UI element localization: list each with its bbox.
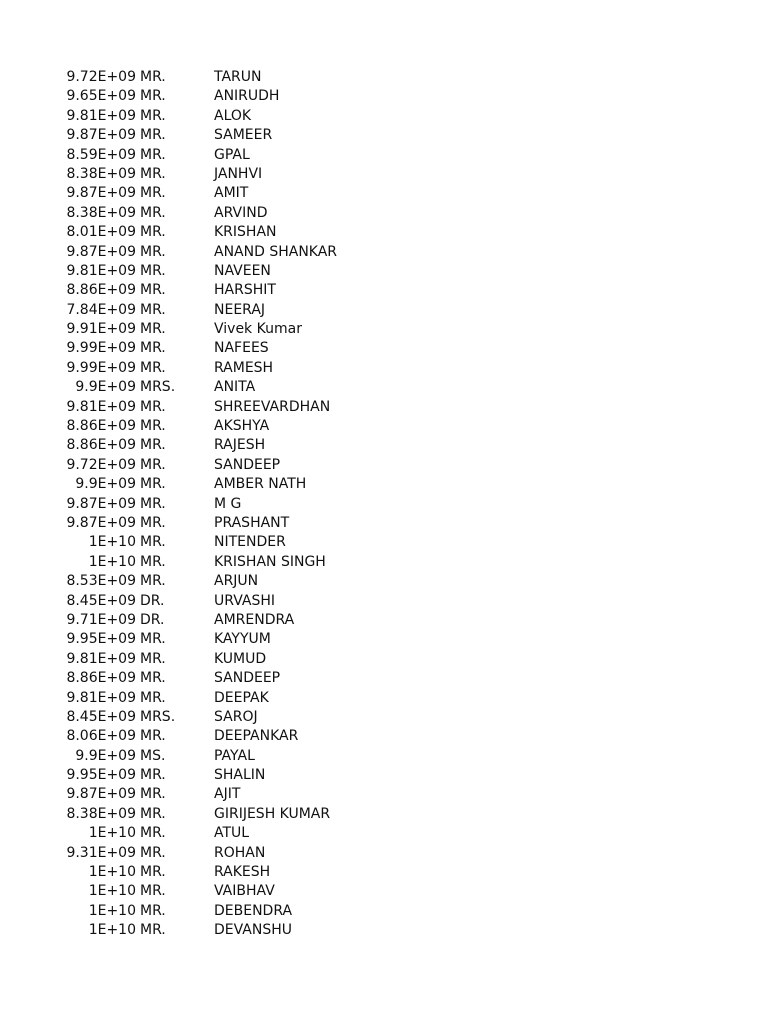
name-cell: KAYYUM <box>214 631 271 648</box>
title-cell: MR. <box>140 476 166 493</box>
phone-number-cell: 8.86E+09 <box>66 670 136 687</box>
name-cell: JANHVI <box>214 165 263 182</box>
title-cell: MR. <box>140 146 166 163</box>
table-row <box>0 243 768 262</box>
name-cell: NAVEEN <box>214 262 271 279</box>
table-row <box>0 107 768 126</box>
title-cell: MR. <box>140 553 166 570</box>
phone-number-cell: 9.87E+09 <box>66 495 136 512</box>
name-cell: KUMUD <box>214 650 267 667</box>
table-row <box>0 495 768 514</box>
title-cell: MR. <box>140 456 166 473</box>
name-cell: ANITA <box>214 379 256 396</box>
name-cell: DEEPANKAR <box>214 728 299 745</box>
phone-number-cell: 8.45E+09 <box>66 592 136 609</box>
title-cell: MR. <box>140 282 166 299</box>
title-cell: MR. <box>140 107 166 124</box>
name-cell: DEEPAK <box>214 689 269 706</box>
table-row <box>0 689 768 708</box>
name-cell: ANAND SHANKAR <box>214 243 338 260</box>
name-cell: DEBENDRA <box>214 902 293 919</box>
title-cell: MR. <box>140 805 166 822</box>
phone-number-cell: 9.87E+09 <box>66 786 136 803</box>
table-row <box>0 921 768 940</box>
title-cell: MRS. <box>140 379 176 396</box>
table-row <box>0 863 768 882</box>
phone-number-cell: 8.01E+09 <box>66 224 136 241</box>
phone-number-cell: 1E+10 <box>88 902 136 919</box>
table-row <box>0 630 768 649</box>
table-row <box>0 824 768 843</box>
phone-number-cell: 1E+10 <box>88 825 136 842</box>
title-cell: MR. <box>140 864 166 881</box>
name-cell: NEERAJ <box>214 301 266 318</box>
phone-number-cell: 9.95E+09 <box>66 767 136 784</box>
table-row <box>0 301 768 320</box>
phone-number-cell: 9.81E+09 <box>66 650 136 667</box>
title-cell: MR. <box>140 689 166 706</box>
phone-number-cell: 9.81E+09 <box>66 262 136 279</box>
phone-number-cell: 7.84E+09 <box>66 301 136 318</box>
title-cell: MR. <box>140 495 166 512</box>
phone-number-cell: 9.81E+09 <box>66 689 136 706</box>
table-row <box>0 785 768 804</box>
table-row <box>0 708 768 727</box>
phone-number-cell: 9.9E+09 <box>75 379 136 396</box>
phone-number-cell: 9.95E+09 <box>66 631 136 648</box>
title-cell: MR. <box>140 514 166 531</box>
title-cell: DR. <box>140 611 165 628</box>
table-row <box>0 126 768 145</box>
title-cell: MR. <box>140 165 166 182</box>
name-cell: SANDEEP <box>214 456 281 473</box>
phone-number-cell: 9.99E+09 <box>66 340 136 357</box>
phone-number-cell: 8.59E+09 <box>66 146 136 163</box>
title-cell: MR. <box>140 262 166 279</box>
phone-number-cell: 8.86E+09 <box>66 437 136 454</box>
name-cell: ROHAN <box>214 844 266 861</box>
title-cell: MR. <box>140 88 166 105</box>
table-row <box>0 146 768 165</box>
title-cell: MR. <box>140 301 166 318</box>
name-cell: NITENDER <box>214 534 286 551</box>
phone-number-cell: 9.72E+09 <box>66 69 136 85</box>
name-cell: ANIRUDH <box>214 88 280 105</box>
table-row <box>0 320 768 339</box>
table-row <box>0 417 768 436</box>
title-cell: MR. <box>140 185 166 202</box>
table-row <box>0 572 768 591</box>
name-cell: M G <box>214 495 242 512</box>
title-cell: MR. <box>140 650 166 667</box>
phone-number-cell: 8.86E+09 <box>66 418 136 435</box>
table-row <box>0 650 768 669</box>
table-row <box>0 882 768 901</box>
name-cell: RAJESH <box>214 437 266 454</box>
table-row <box>0 553 768 572</box>
name-cell: SAMEER <box>214 127 273 144</box>
table-row <box>0 902 768 921</box>
name-cell: DEVANSHU <box>214 922 293 939</box>
table-row <box>0 844 768 863</box>
name-cell: NAFEES <box>214 340 269 357</box>
name-cell: Vivek Kumar <box>214 321 302 338</box>
title-cell: MR. <box>140 127 166 144</box>
table-row <box>0 87 768 106</box>
title-cell: MR. <box>140 398 166 415</box>
name-cell: PRASHANT <box>214 514 290 531</box>
table-row <box>0 475 768 494</box>
title-cell: MR. <box>140 243 166 260</box>
title-cell: MRS. <box>140 708 176 725</box>
phone-number-cell: 1E+10 <box>88 534 136 551</box>
phone-number-cell: 9.87E+09 <box>66 185 136 202</box>
title-cell: MR. <box>140 631 166 648</box>
table-row <box>0 514 768 533</box>
table-row <box>0 592 768 611</box>
title-cell: MR. <box>140 786 166 803</box>
table-row <box>0 533 768 552</box>
table-row <box>0 436 768 455</box>
title-cell: MR. <box>140 359 166 376</box>
phone-number-cell: 8.86E+09 <box>66 282 136 299</box>
name-cell: RAMESH <box>214 359 274 376</box>
phone-number-cell: 9.87E+09 <box>66 127 136 144</box>
name-cell: AJIT <box>214 786 241 803</box>
phone-number-cell: 1E+10 <box>88 553 136 570</box>
name-cell: SHALIN <box>214 767 266 784</box>
table-row <box>0 805 768 824</box>
phone-number-cell: 8.38E+09 <box>66 805 136 822</box>
name-cell: URVASHI <box>214 592 276 609</box>
table-row <box>0 339 768 358</box>
name-cell: AMRENDRA <box>214 611 295 628</box>
title-cell: MR. <box>140 224 166 241</box>
phone-number-cell: 9.9E+09 <box>75 476 136 493</box>
name-cell: PAYAL <box>214 747 255 764</box>
phone-number-cell: 9.91E+09 <box>66 321 136 338</box>
table-row <box>0 456 768 475</box>
name-cell: HARSHIT <box>214 282 276 299</box>
title-cell: MR. <box>140 670 166 687</box>
title-cell: MR. <box>140 883 166 900</box>
phone-number-cell: 9.81E+09 <box>66 398 136 415</box>
title-cell: MR. <box>140 340 166 357</box>
phone-number-cell: 1E+10 <box>88 864 136 881</box>
table-row <box>0 378 768 397</box>
phone-number-cell: 8.45E+09 <box>66 708 136 725</box>
name-cell: SANDEEP <box>214 670 281 687</box>
phone-number-cell: 8.06E+09 <box>66 728 136 745</box>
phone-number-cell: 9.87E+09 <box>66 514 136 531</box>
title-cell: MR. <box>140 902 166 919</box>
name-cell: VAIBHAV <box>214 883 275 900</box>
table-row <box>0 727 768 746</box>
title-cell: MR. <box>140 728 166 745</box>
phone-number-cell: 8.38E+09 <box>66 165 136 182</box>
name-cell: SHREEVARDHAN <box>214 398 331 415</box>
table-row <box>0 669 768 688</box>
name-cell: RAKESH <box>214 864 271 881</box>
table-row <box>0 184 768 203</box>
name-cell: AMBER NATH <box>214 476 307 493</box>
title-cell: MR. <box>140 767 166 784</box>
name-cell: ALOK <box>214 107 252 124</box>
title-cell: MR. <box>140 418 166 435</box>
name-cell: KRISHAN <box>214 224 277 241</box>
phone-number-cell: 9.71E+09 <box>66 611 136 628</box>
phone-number-cell: 9.31E+09 <box>66 844 136 861</box>
table-row <box>0 223 768 242</box>
title-cell: MR. <box>140 321 166 338</box>
name-cell: AMIT <box>214 185 249 202</box>
name-cell: SAROJ <box>214 708 258 725</box>
phone-number-cell: 9.65E+09 <box>66 88 136 105</box>
table-row <box>0 611 768 630</box>
name-cell: GIRIJESH KUMAR <box>214 805 331 822</box>
title-cell: MS. <box>140 747 166 764</box>
phone-number-cell: 1E+10 <box>88 883 136 900</box>
table-row <box>0 262 768 281</box>
title-cell: MR. <box>140 437 166 454</box>
phone-number-cell: 8.53E+09 <box>66 573 136 590</box>
name-cell: ARJUN <box>214 573 259 590</box>
table-row <box>0 359 768 378</box>
table-row <box>0 398 768 417</box>
phone-number-cell: 9.72E+09 <box>66 456 136 473</box>
title-cell: MR. <box>140 573 166 590</box>
name-cell: AKSHYA <box>214 418 270 435</box>
title-cell: DR. <box>140 592 165 609</box>
title-cell: MR. <box>140 204 166 221</box>
phone-number-cell: 1E+10 <box>88 922 136 939</box>
table-row <box>0 281 768 300</box>
phone-number-cell: 9.9E+09 <box>75 747 136 764</box>
name-cell: GPAL <box>214 146 250 163</box>
title-cell: MR. <box>140 69 166 85</box>
phone-number-cell: 8.38E+09 <box>66 204 136 221</box>
table-row <box>0 165 768 184</box>
phone-number-cell: 9.87E+09 <box>66 243 136 260</box>
name-cell: ATUL <box>214 825 250 842</box>
title-cell: MR. <box>140 922 166 939</box>
table-row <box>0 68 768 87</box>
name-cell: ARVIND <box>214 204 268 221</box>
table-row <box>0 766 768 785</box>
table-row <box>0 747 768 766</box>
title-cell: MR. <box>140 844 166 861</box>
name-cell: KRISHAN SINGH <box>214 553 326 570</box>
phone-number-cell: 9.81E+09 <box>66 107 136 124</box>
name-cell: TARUN <box>214 69 262 85</box>
table-row <box>0 204 768 223</box>
title-cell: MR. <box>140 825 166 842</box>
phone-number-cell: 9.99E+09 <box>66 359 136 376</box>
spreadsheet-table <box>0 68 768 941</box>
title-cell: MR. <box>140 534 166 551</box>
